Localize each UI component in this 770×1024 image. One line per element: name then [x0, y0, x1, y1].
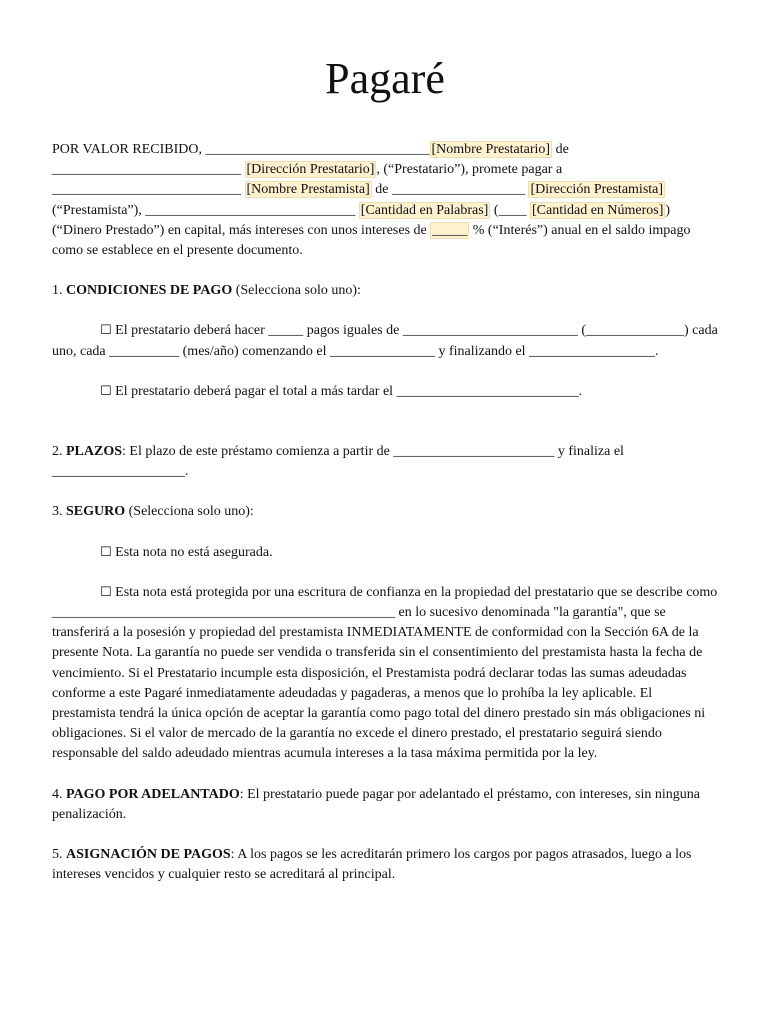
- section-title: SEGURO: [66, 504, 126, 520]
- field-cantidad-numeros[interactable]: [Cantidad en Números]: [531, 202, 664, 218]
- checkbox-icon[interactable]: ☐: [100, 544, 112, 560]
- field-cantidad-palabras[interactable]: [Cantidad en Palabras]: [360, 202, 489, 218]
- option-text: El prestatario deberá pagar el total a más tardar el __________________________.: [115, 383, 583, 399]
- payment-option-2: [52, 382, 718, 402]
- intro-text: ) (“Dinero Prestado”) en capital, más intereses con unos intereses de: [52, 202, 671, 238]
- section-number: 4.: [52, 786, 66, 802]
- section-title: CONDICIONES DE PAGO: [66, 283, 233, 299]
- section-text: : El plazo de este préstamo comienza a partir de _______________________ y finaliza el ___________________.: [52, 444, 624, 480]
- section-4-paragraph: [52, 785, 718, 825]
- section-text: (Selecciona solo uno):: [232, 283, 361, 299]
- intro-paragraph: [52, 140, 718, 261]
- section-text: : El prestatario puede pagar por adelantado el préstamo, con intereses, sin ninguna penalización.: [52, 786, 701, 822]
- section-title: PAGO POR ADELANTADO: [66, 786, 240, 802]
- field-nombre-prestamista[interactable]: [Nombre Prestamista]: [246, 182, 370, 198]
- option-text: Esta nota no está asegurada.: [115, 544, 273, 560]
- section-3-heading: [52, 502, 718, 522]
- section-number: 1.: [52, 283, 66, 299]
- intro-text: POR VALOR RECIBIDO, ________________________________: [52, 142, 430, 157]
- checkbox-icon[interactable]: ☐: [100, 323, 112, 339]
- section-number: 2.: [52, 444, 66, 460]
- section-number: 3.: [52, 504, 66, 520]
- option-text: El prestatario deberá hacer _____ pagos iguales de _________________________ (______________) cada uno, cada __________ (mes/año) comenzando el _______________ y finalizando el __________________.: [52, 323, 718, 359]
- intro-text: de ___________________________: [52, 142, 569, 178]
- field-interes[interactable]: _____: [432, 222, 468, 238]
- intro-text: , (“Prestatario”), promete pagar a ___________________________: [52, 162, 563, 198]
- field-direccion-prestatario[interactable]: [Dirección Prestatario]: [246, 162, 375, 178]
- section-5-paragraph: [52, 845, 718, 885]
- section-title: PLAZOS: [66, 444, 123, 460]
- field-nombre-prestatario[interactable]: [Nombre Prestatario]: [431, 142, 551, 157]
- section-1-heading: [52, 281, 718, 301]
- section-text: : A los pagos se les acreditarán primero los cargos por pagos atrasados, luego a los intereses vencidos y cualquier resto se acreditará al principal.: [52, 847, 692, 883]
- intro-text: % (“Interés”) anual en el saldo impago como se establece en el presente documento.: [52, 222, 691, 259]
- document-title: Pagaré: [325, 54, 445, 103]
- option-text: Esta nota está protegida por una escritura de confianza en la propiedad del prestatario que se describe como _________________________________________________ en lo sucesivo denominada "la garantía", que se transferirá a la posesión y propiedad del prestamista INMEDIATAMENTE de conformidad con la Sección 6A de la presente Nota. La garantía no puede ser vendida o transferida sin el consentimiento del prestamista hasta la fecha de vencimiento. Si el Prestatario incumple esta disposición, el Prestamista podrá declarar todas las sumas adeudadas conforme a este Pagaré inmediatamente adeudadas y pagaderas, a menos que lo prohíba la ley aplicable. El prestamista tendrá la única opción de aceptar la garantía como pago total del dinero prestado sin más obligaciones ni obligaciones. Si el valor de mercado de la garantía no excede el dinero prestado, el prestatario seguirá siendo responsable del saldo adeudado mientras acumula intereses a la tasa máxima permitida por la ley.: [52, 584, 718, 762]
- checkbox-icon[interactable]: ☐: [100, 383, 112, 399]
- intro-text: (____: [490, 202, 530, 218]
- section-2-paragraph: [52, 442, 718, 482]
- section-number: 5.: [52, 847, 66, 863]
- section-text: (Selecciona solo uno):: [125, 504, 254, 520]
- security-option-2: [52, 583, 718, 765]
- checkbox-icon[interactable]: ☐: [100, 584, 112, 600]
- section-title: ASIGNACIÓN DE PAGOS: [66, 847, 231, 863]
- intro-text: (“Prestamista”), ______________________________: [52, 202, 359, 218]
- intro-text: de ___________________: [371, 182, 529, 198]
- security-option-1: [52, 543, 718, 563]
- field-direccion-prestamista[interactable]: [Dirección Prestamista]: [530, 182, 664, 198]
- payment-option-1: [52, 321, 718, 361]
